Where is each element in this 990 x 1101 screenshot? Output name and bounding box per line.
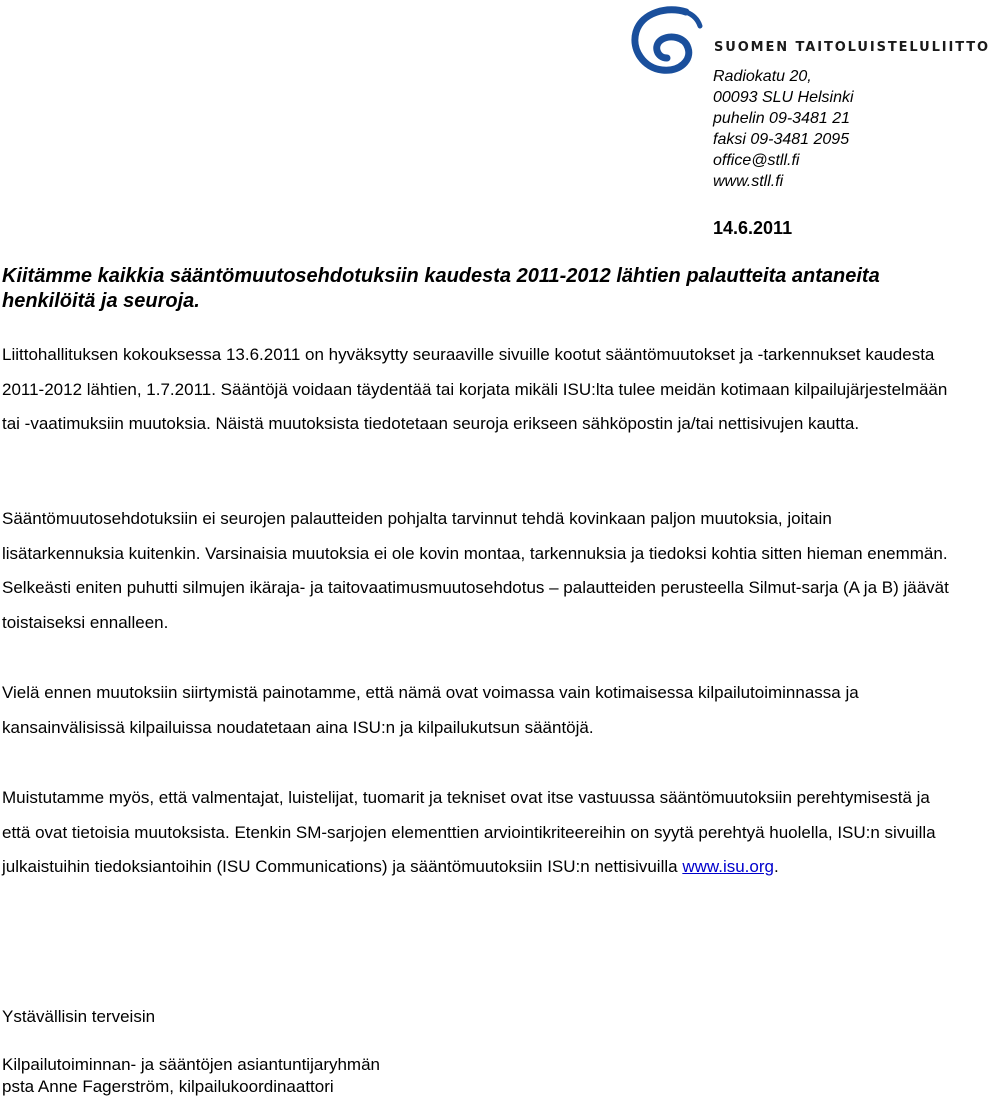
address-street: Radiokatu 20, — [713, 68, 812, 85]
isu-link[interactable]: www.isu.org — [682, 857, 774, 876]
paragraph-4-text: Muistutamme myös, että valmentajat, luistelijat, tuomarit ja tekniset ovat itse vastuussa sääntömuutoksiin perehtymisestä ja että ovat tietoisia muutoksista. Etenkin SM-sarjojen elementtien arviointikriteereihin on syytä perehtyä huolella, ISU:n sivuilla julkaistuihin tiedoksiantoihin (ISU Communications) ja sääntömuutoksiin ISU:n nettisivuilla — [2, 788, 936, 876]
paragraph-4-end: . — [773, 857, 779, 876]
address-postal: 00093 SLU Helsinki — [713, 89, 854, 106]
letter-date: 14.6.2011 — [713, 218, 793, 238]
letter-heading: Kiitämme kaikkia sääntömuutosehdotuksiin kaudesta 2011-2012 lähtien palautteita antaneita henkilöitä ja seuroja. — [2, 265, 880, 312]
signature-block — [2, 1054, 380, 1098]
signature-group: Kilpailutoiminnan- ja sääntöjen asiantuntijaryhmän — [2, 1055, 381, 1074]
skating-swirl-logo-icon — [628, 6, 708, 78]
signature-person: psta Anne Fagerström, kilpailukoordinaattori — [2, 1077, 334, 1096]
address-block — [713, 66, 854, 192]
address-website: www.stll.fi — [713, 173, 784, 190]
closing-greeting: Ystävällisin terveisin — [2, 1007, 156, 1026]
paragraph-3: Vielä ennen muutoksiin siirtymistä painotamme, että nämä ovat voimassa vain kotimaisessa kilpailutoiminnassa ja kansainvälisissä kilpailuissa noudatetaan aina ISU:n ja kilpailukutsun sääntöjä. — [2, 683, 859, 737]
paragraph-2: Sääntömuutosehdotuksiin ei seurojen palautteiden pohjalta tarvinnut tehdä kovinkaan paljon muutoksia, joitain lisätarkennuksia kuitenkin. Varsinaisia muutoksia ei ole kovin montaa, tarkennuksia ja tiedoksi kohtia sitten hieman enemmän. Selkeästi eniten puhutti silmujen ikäraja- ja taitovaatimusmuutosehdotus – palautteiden perusteella Silmut-sarja (A ja B) jäävät toistaiseksi ennalleen. — [2, 509, 949, 632]
paragraph-1: Liittohallituksen kokouksessa 13.6.2011 on hyväksytty seuraaville sivuille kootut sääntömuutokset ja -tarkennukset kaudesta 2011-2012 lähtien, 1.7.2011. Sääntöjä voidaan täydentää tai korjata mikäli ISU:lta tulee meidän kotimaan kilpailujärjestelmään tai -vaatimuksiin muutoksia. Näistä muutoksista tiedotetaan seuroja erikseen sähköpostin ja/tai nettisivujen kautta. — [2, 345, 948, 433]
organization-name: SUOMEN TAITOLUISTELULIITTO — [714, 40, 990, 55]
address-fax: faksi 09-3481 2095 — [713, 131, 850, 148]
address-email: office@stll.fi — [713, 152, 800, 169]
address-phone: puhelin 09-3481 21 — [713, 110, 851, 127]
paragraph-4 — [2, 781, 952, 885]
